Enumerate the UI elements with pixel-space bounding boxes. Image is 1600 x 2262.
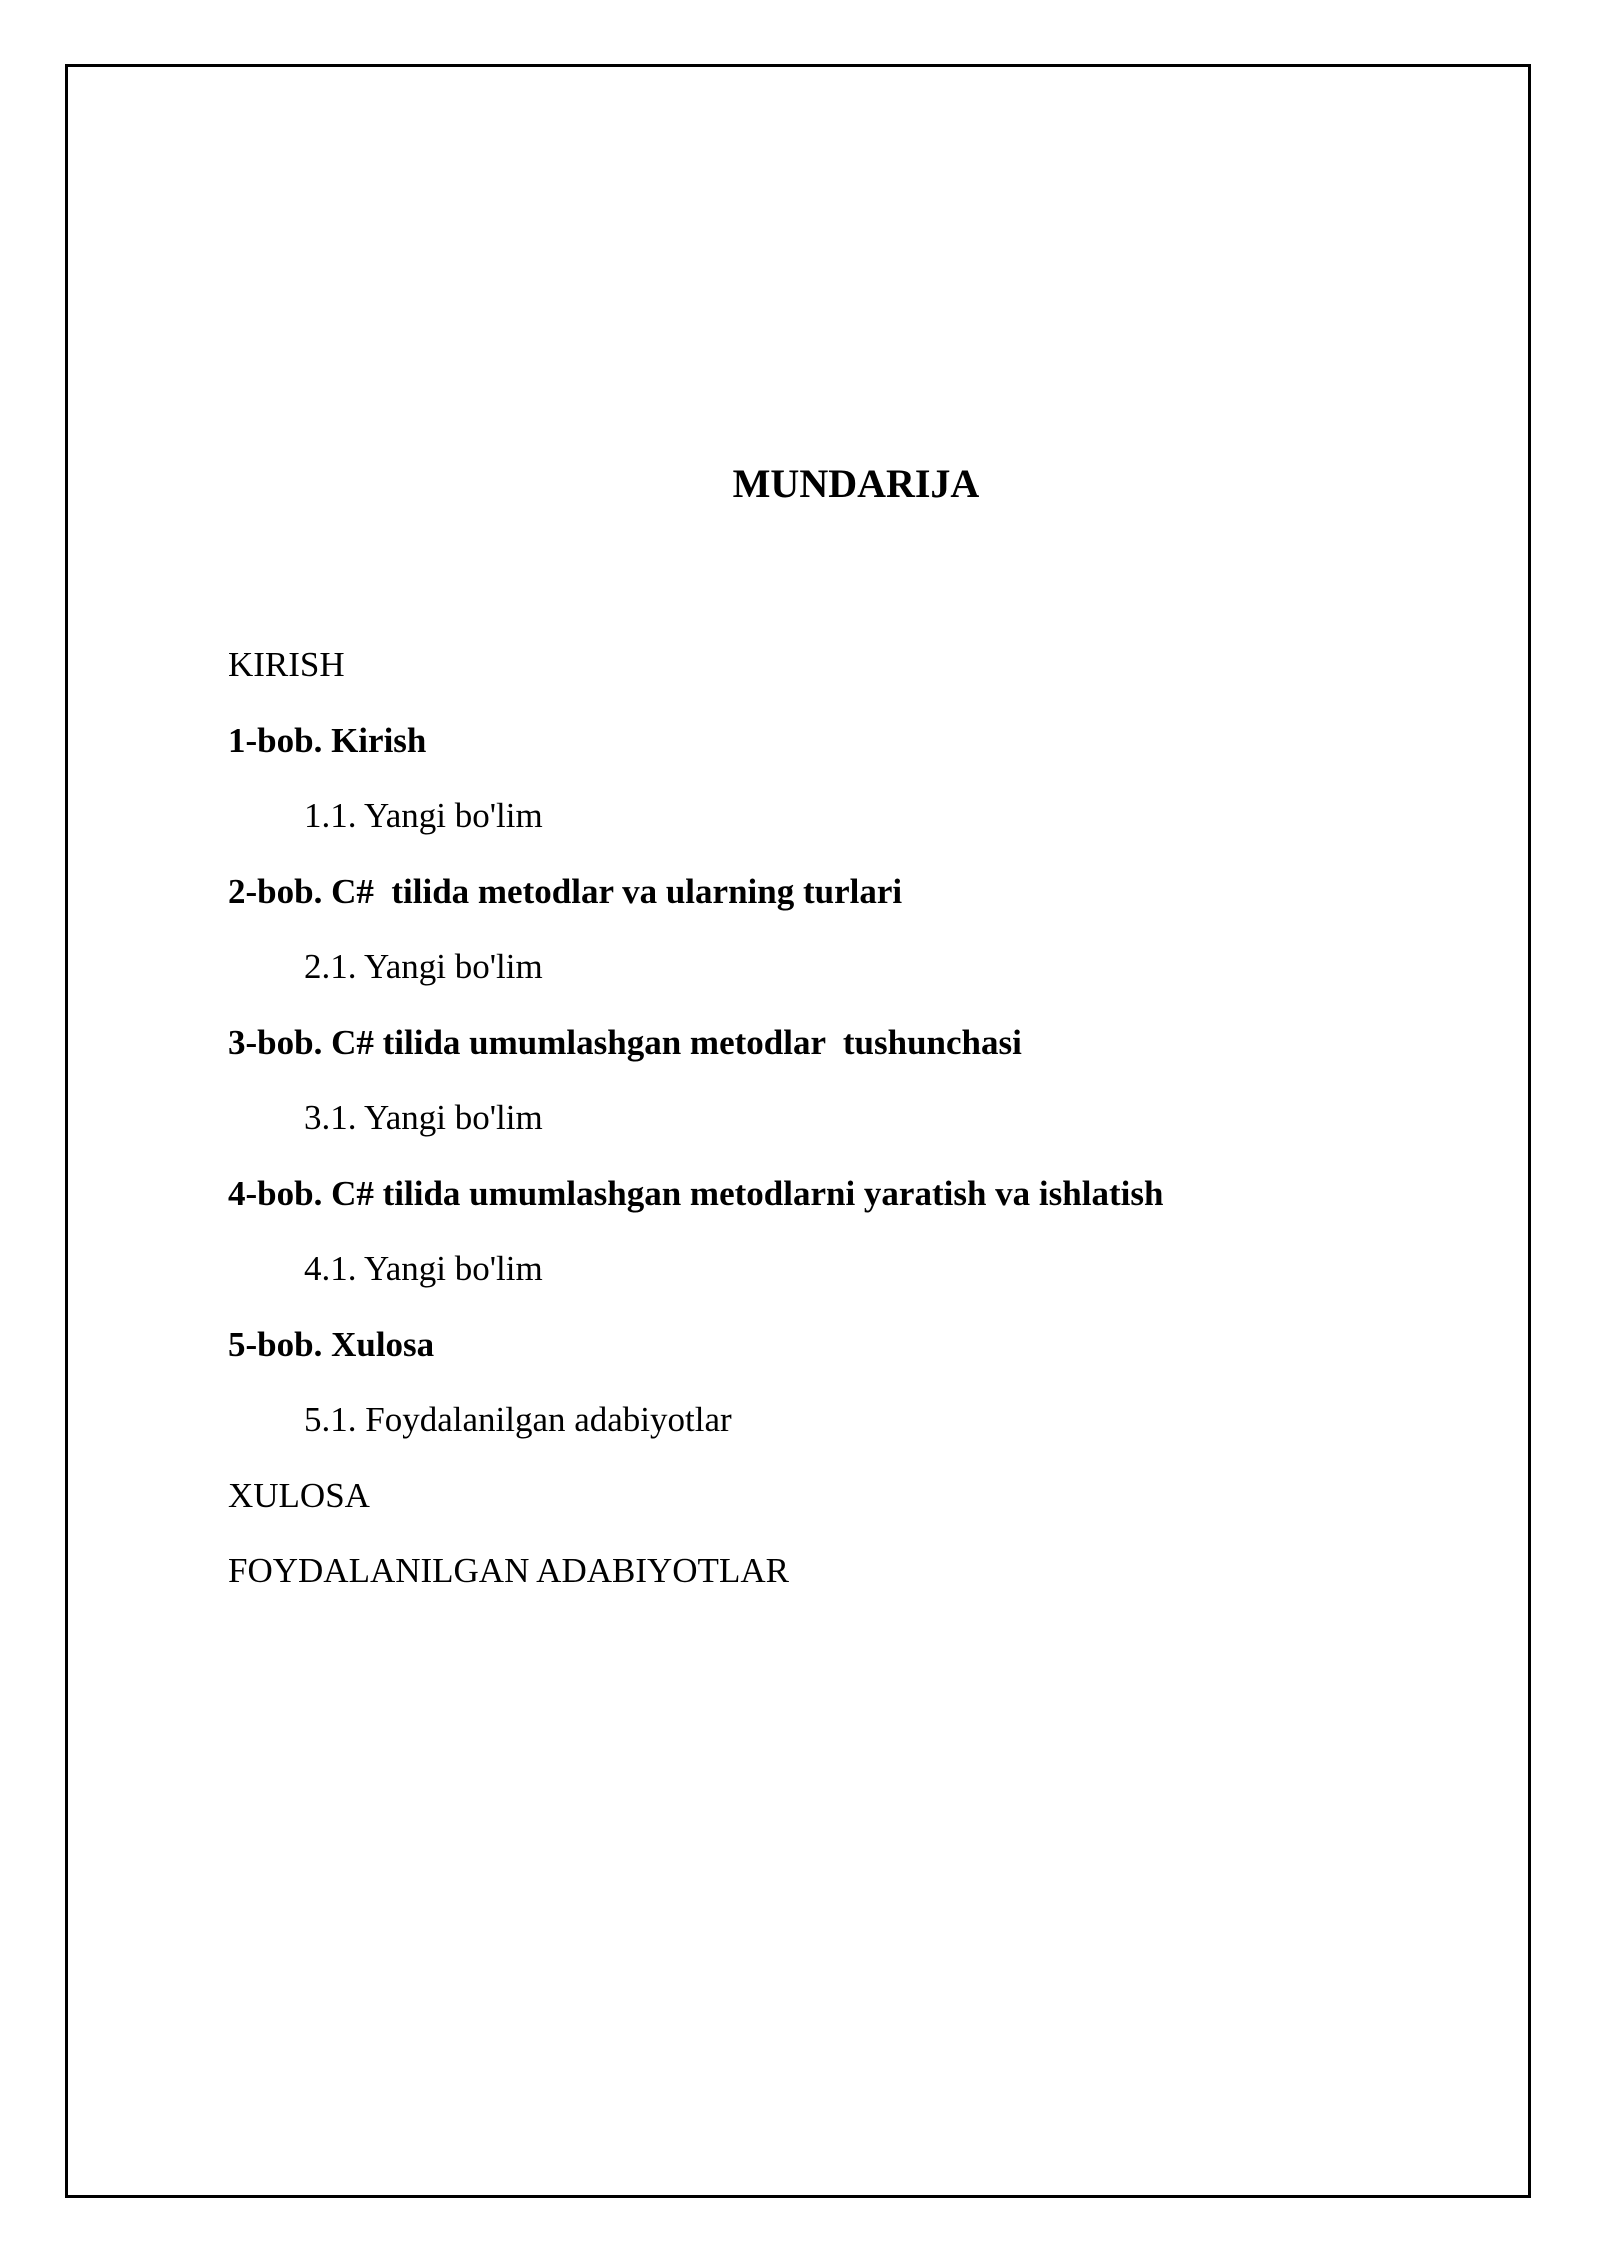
- toc-section-3-1: 3.1. Yangi bo'lim: [304, 1098, 543, 1137]
- toc-chapter-2: 2-bob. C# tilida metodlar va ularning turlari: [228, 871, 903, 911]
- toc-item-kirish: KIRISH: [228, 645, 345, 684]
- toc-chapter-3: 3-bob. C# tilida umumlashgan metodlar tushunchasi: [228, 1022, 1022, 1062]
- toc-section-5-1: 5.1. Foydalanilgan adabiyotlar: [304, 1400, 732, 1439]
- toc-chapter-1: 1-bob. Kirish: [228, 720, 427, 760]
- toc-chapter-4: 4-bob. C# tilida umumlashgan metodlarni yaratish va ishlatish: [228, 1173, 1164, 1213]
- toc-section-1-1: 1.1. Yangi bo'lim: [304, 796, 543, 835]
- toc-section-2-1: 2.1. Yangi bo'lim: [304, 947, 543, 986]
- toc-chapter-5: 5-bob. Xulosa: [228, 1324, 435, 1364]
- toc-item-foydalanilgan-adabiyotlar: FOYDALANILGAN ADABIYOTLAR: [228, 1551, 789, 1590]
- page-title: MUNDARIJA: [732, 461, 980, 506]
- toc-section-4-1: 4.1. Yangi bo'lim: [304, 1249, 543, 1288]
- toc-item-xulosa: XULOSA: [228, 1475, 370, 1515]
- table-of-contents: [228, 640, 1163, 1622]
